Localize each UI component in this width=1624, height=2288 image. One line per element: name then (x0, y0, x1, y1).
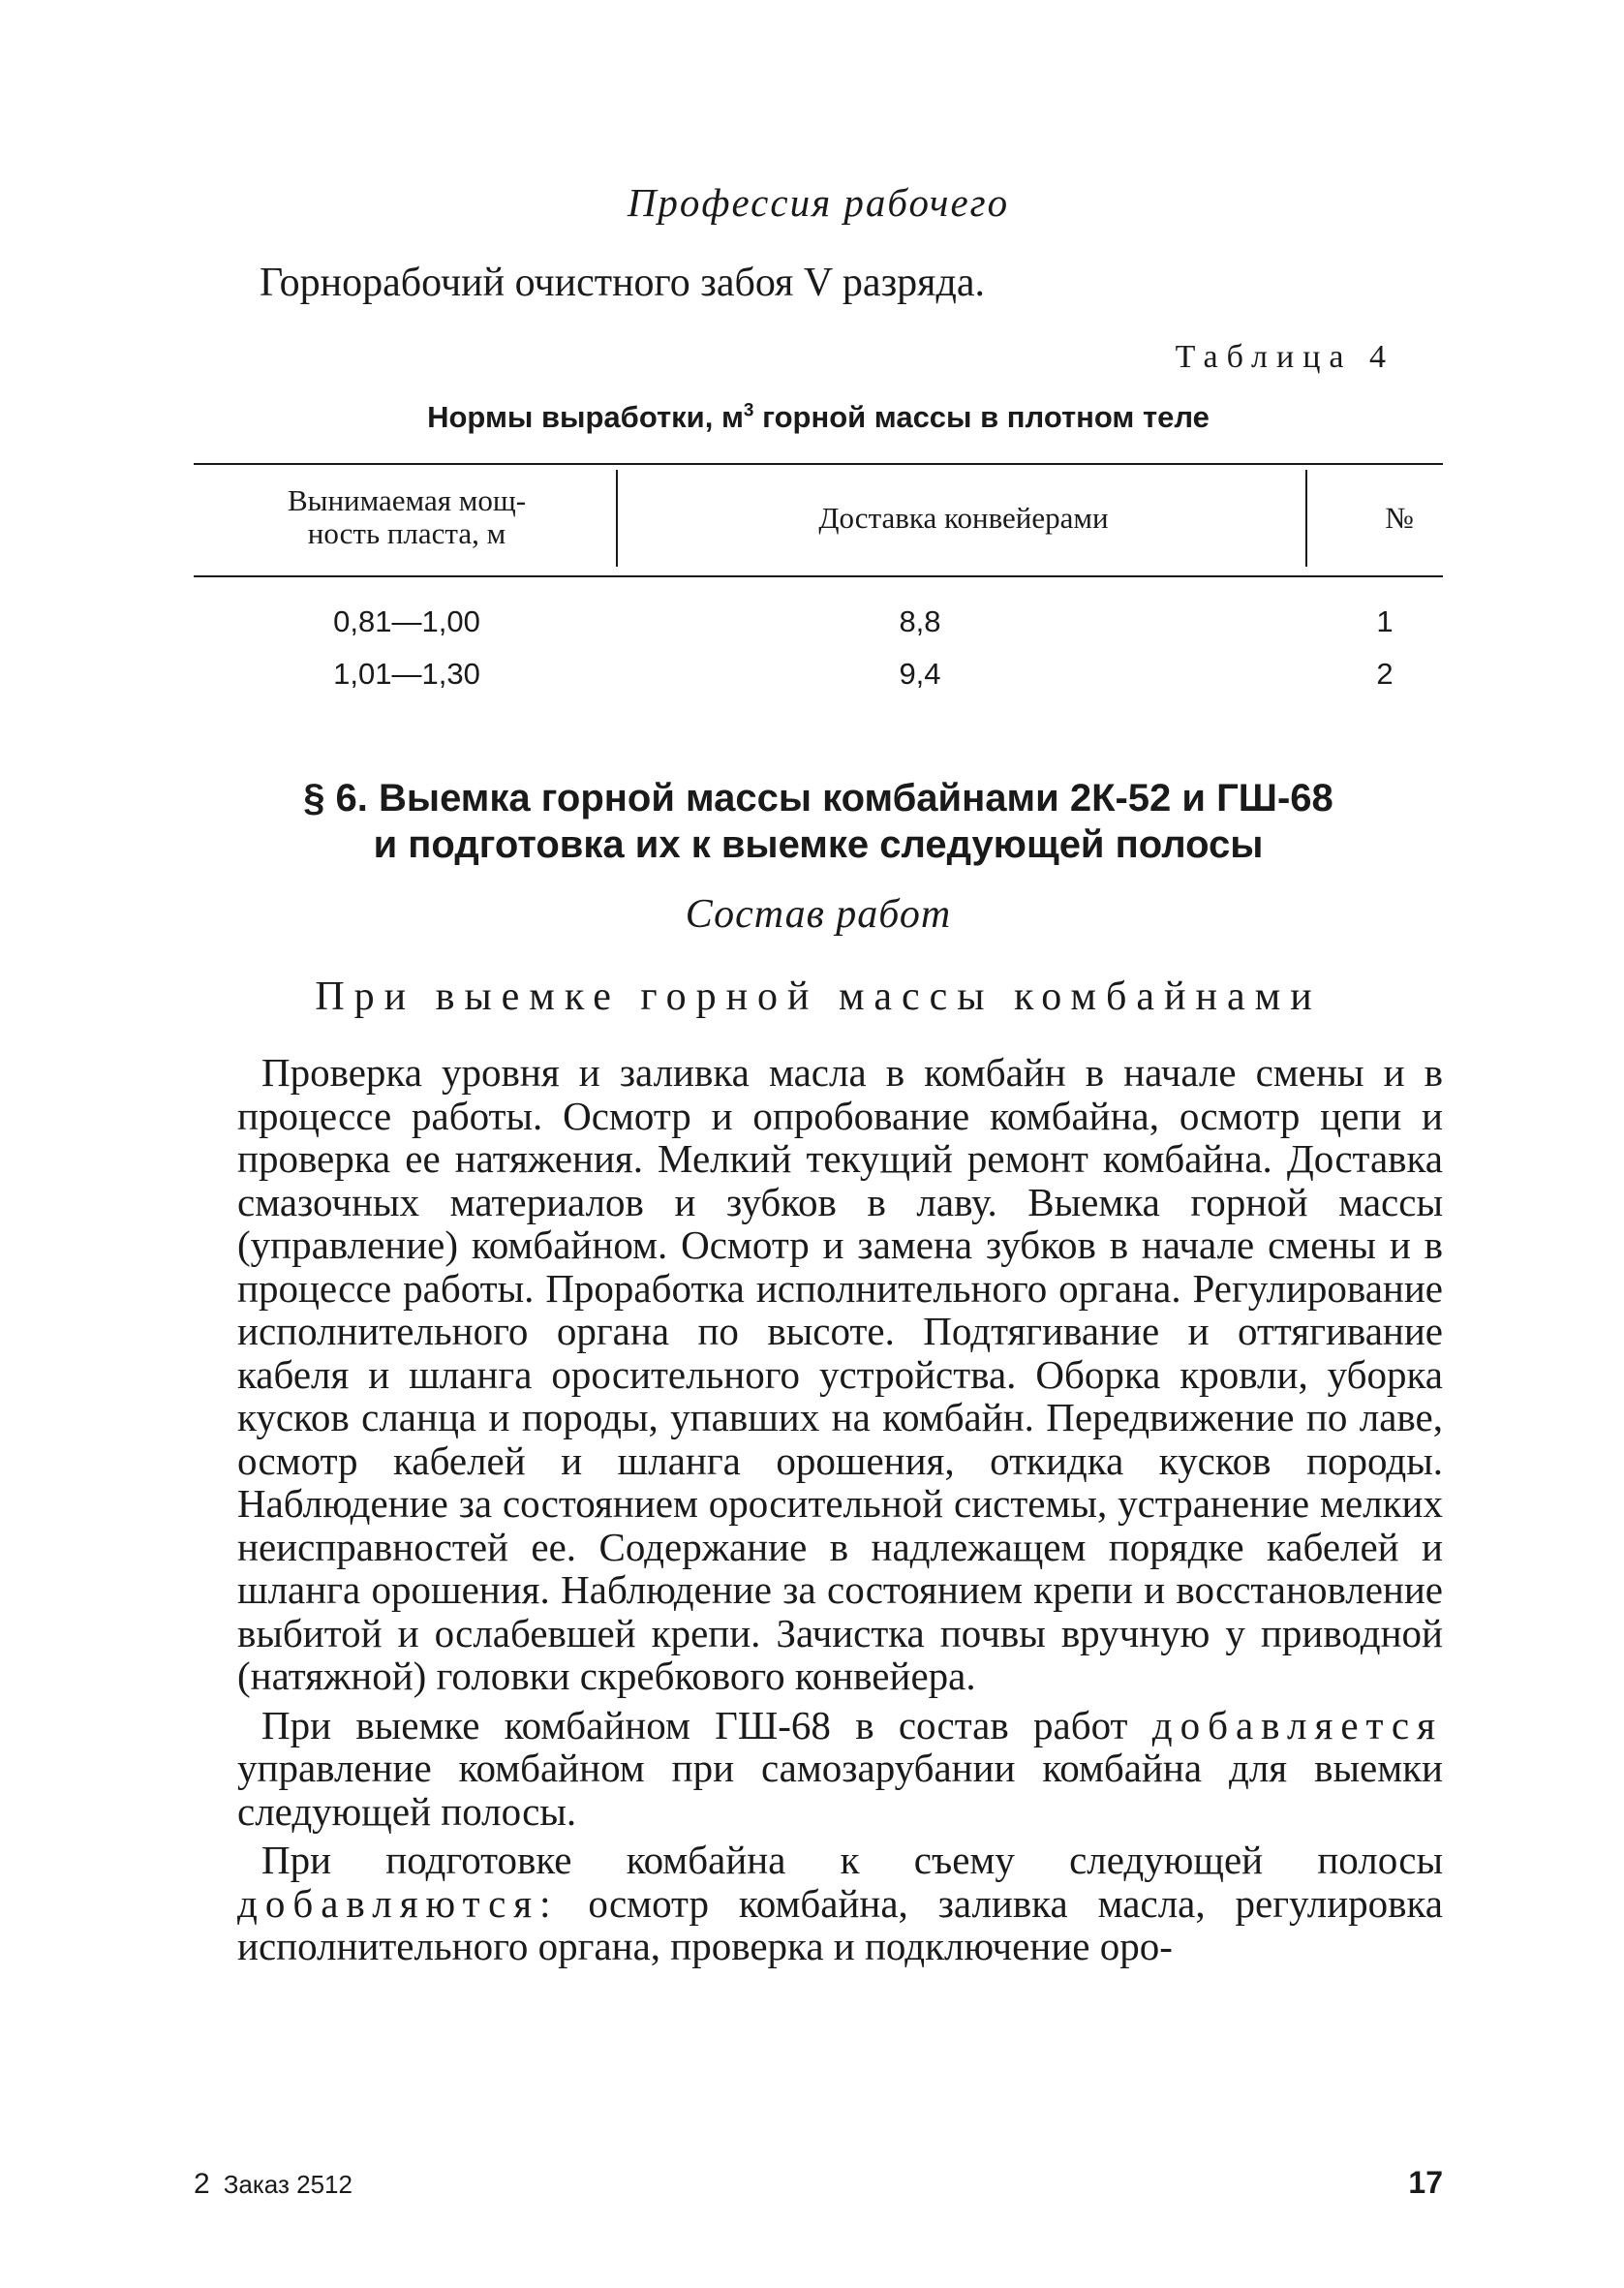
table-row-2-value: 9,4 (899, 657, 941, 691)
table-header-delivery: Доставка конвейерами (818, 501, 1109, 535)
paragraph-3-end: осмотр комбайна, заливка масла, регулировка исполнительного органа, проверка и подключение оро- (237, 1880, 1443, 1968)
sub-heading: Состав работ (685, 892, 952, 937)
order-number: Заказ 2512 (223, 2170, 352, 2199)
paragraph-1: Проверка уровня и заливка масла в комбайн в начале смены и в процессе работы. Осмотр и опробование комбайна, осмотр цепи и проверка ее натяжения. Мелкий текущий ремонт комбайна. Доставка смазочных материалов и зубков в лаву. Выемка горной массы (управление) комбайном. Осмотр и замена зубков в начале смены и в процессе работы. Проработка исполнительного органа. Регулирование исполнительного органа по высоте. Подтягивание и оттягивание кабеля и шланга оросительного устройства. Оборка кровли, уборка кусков сланца и породы, упавших на комбайн. Передвижение по лаве, осмотр кабелей и шланга орошения, откидка кусков породы. Наблюдение за состоянием оросительной системы, устранение мелких неисправностей ее. Содержание в надлежащем порядке кабелей и шланга орошения. Наблюдение за состоянием крепи и восстановление выбитой и ослабевшей крепи. Зачистка почвы вручную у приводной (натяжной) головки скребкового конвейера. (237, 1050, 1443, 1698)
header-thickness-line2: ность пласта, м (307, 516, 506, 550)
norms-table (0, 0, 1624, 717)
paragraph-3-start: При подготовке комбайна к съему следующей полосы (261, 1838, 1443, 1882)
profession-text: Горнорабочий очистного забоя V разряда. (260, 261, 985, 305)
table-header-thickness (213, 484, 600, 550)
table-title-main: Нормы выработки, м (427, 400, 744, 434)
spaced-heading: При выемке горной массы комбайнами (315, 974, 1322, 1019)
paragraph-2-end: управление комбайном при самозарубании комбайна для выемки следующей полосы. (237, 1746, 1443, 1834)
section-title-line1: § 6. Выемка горной массы комбайнами 2К-52 и ГШ-68 (303, 777, 1333, 819)
table-row-2-range: 1,01—1,30 (333, 657, 480, 691)
header-thickness-line1: Вынимаемая мощ- (287, 483, 527, 517)
table-header-rule (194, 575, 1443, 577)
paragraph-2-start: При выемке комбайном ГШ-68 в состав работ (261, 1702, 1152, 1747)
table-title-rest: горной массы в плотном теле (753, 400, 1210, 434)
table-top-rule (194, 463, 1443, 465)
paragraph-3-emphasis: добавляются: (237, 1880, 559, 1926)
section-title-line2: и подготовка их к выемке следующей полосы (373, 823, 1264, 866)
table-header-number: № (1385, 501, 1414, 535)
table-column-divider (616, 470, 618, 567)
table-row-1-range: 0,81—1,00 (333, 604, 480, 638)
table-title-superscript: 3 (743, 400, 754, 421)
table-column-divider (1305, 470, 1307, 567)
profession-heading: Профессия рабочего (627, 180, 1010, 225)
footer-signature (194, 2168, 352, 2201)
table-row-2-number: 2 (1376, 657, 1394, 691)
section-title (194, 775, 1443, 868)
paragraph-3 (237, 1839, 1443, 1968)
table-row-1-number: 1 (1376, 604, 1394, 638)
paragraph-2-emphasis: добавляется (1151, 1702, 1443, 1747)
paragraph-2 (237, 1704, 1443, 1834)
signature-number: 2 (194, 2168, 210, 2200)
body-text (237, 1051, 1443, 1974)
table-number: Таблица 4 (1175, 339, 1394, 375)
table-row-1-value: 8,8 (899, 604, 941, 638)
page-number: 17 (1408, 2165, 1443, 2200)
